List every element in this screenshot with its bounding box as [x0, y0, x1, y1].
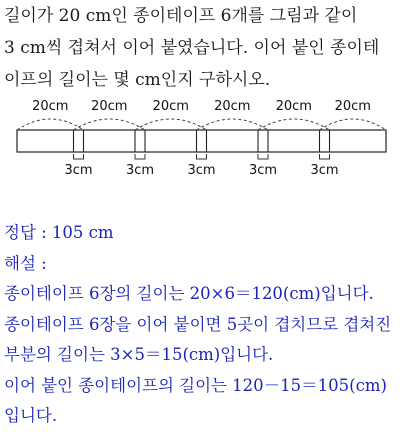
- overlap-length-label: 3cm: [64, 163, 93, 178]
- explanation-line-2: 종이테이프 6장을 이어 붙이면 5곳이 겹치므로 겹쳐진: [4, 314, 392, 334]
- overlap-bracket: [320, 154, 330, 159]
- strip-length-arc: [320, 119, 387, 130]
- explanation-line-5: 입니다.: [4, 406, 58, 425]
- tape-outline: [17, 130, 386, 152]
- strip-length-label: 20cm: [91, 99, 128, 114]
- answer-section: [4, 218, 398, 432]
- tape-diagram-svg: [0, 92, 400, 182]
- strip-length-label: 20cm: [152, 99, 189, 114]
- question-text: [4, 0, 398, 96]
- strip-length-arc: [197, 119, 269, 130]
- tape-diagram: [0, 92, 400, 182]
- overlap-length-label: 3cm: [187, 163, 216, 178]
- overlap-bracket: [197, 154, 207, 159]
- strip-length-label: 20cm: [32, 99, 69, 114]
- explanation-line-4: 이어 붙인 종이테이프의 길이는 120－15＝105(cm): [4, 375, 387, 395]
- overlap-bracket: [74, 154, 84, 159]
- strip-length-arc: [258, 119, 330, 130]
- strip-length-label: 20cm: [334, 99, 371, 114]
- question-line-2: 3 cm씩 겹쳐서 이어 붙였습니다. 이어 붙인 종이테: [4, 38, 380, 58]
- overlap-bracket: [135, 154, 145, 159]
- strip-length-arc: [74, 119, 146, 130]
- explanation-heading: 해설 :: [4, 253, 47, 273]
- strip-length-arc: [135, 119, 207, 130]
- explanation-line-3: 부분의 길이는 3×5＝15(cm)입니다.: [4, 345, 274, 364]
- question-line-3: 이프의 길이는 몇 cm인지 구하시오.: [4, 70, 271, 90]
- overlap-bracket: [258, 154, 268, 159]
- overlap-length-label: 3cm: [248, 163, 278, 178]
- overlap-length-label: 3cm: [125, 163, 155, 178]
- overlap-length-label: 3cm: [310, 163, 339, 178]
- answer-line: 정답 : 105 cm: [4, 223, 114, 242]
- explanation-line-1: 종이테이프 6장의 길이는 20×6＝120(cm)입니다.: [4, 284, 374, 303]
- strip-length-label: 20cm: [214, 99, 251, 114]
- question-line-1: 길이가 20 cm인 종이테이프 6개를 그림과 같이: [4, 6, 358, 26]
- strip-length-arc: [17, 119, 84, 130]
- strip-length-label: 20cm: [275, 99, 312, 114]
